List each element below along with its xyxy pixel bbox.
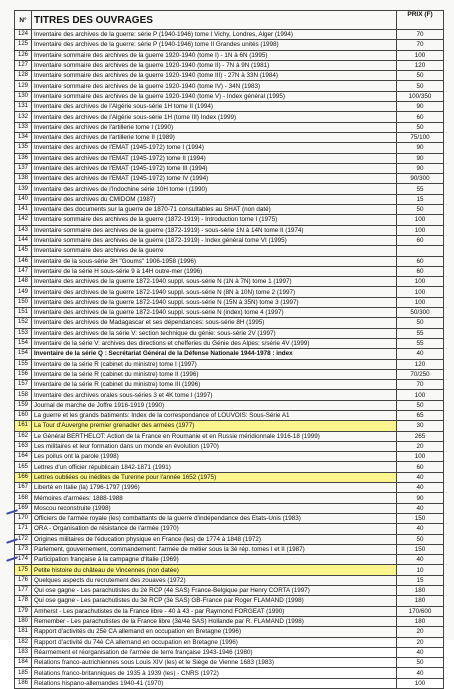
num-cell: 135 [15, 143, 32, 153]
table-row [15, 349, 444, 359]
title-cell: Inventaire des archives de l'artillerie tome II (1989) [32, 132, 397, 142]
num-cell: 132 [15, 112, 32, 122]
num-cell: 149 [15, 287, 32, 297]
num-cell: 178 [15, 596, 32, 606]
table-row [15, 40, 444, 50]
table-row [15, 184, 444, 194]
num-cell: 138 [15, 174, 32, 184]
table-row [15, 153, 444, 163]
table-row [15, 174, 444, 184]
title-cell: Le Général BERTHELOT: Action de la France en Roumanie et en Russie méridionnale 1916-18 (1999) [32, 431, 397, 441]
table-row [15, 369, 444, 379]
num-cell: 162 [15, 431, 32, 441]
title-cell: Inventaire sommaire des archives de la guerre (1872-1919) - sous-série 1N à 14N tome II (1974) [32, 225, 397, 235]
title-cell: Inventaire des archives de la guerre 1872-1940 suppl. sous-série N (15N à 35N) tome 3 (1997) [32, 297, 397, 307]
title-cell: Inventaire de la série V: archives des directions et chefferies du Génie des Alpes: s/série 4V (1999) [32, 338, 397, 348]
title-cell: Inventaire sommaire des archives de la guerre (1872-1919) - Index général tome VI (1995) [32, 235, 397, 245]
table-row [15, 534, 444, 544]
table-row [15, 102, 444, 112]
price-cell: 100 [397, 678, 444, 688]
title-cell: ORA - Organisation de résistance de l'armée (1970) [32, 524, 397, 534]
price-cell: 75/100 [397, 132, 444, 142]
price-cell: 265 [397, 431, 444, 441]
num-cell: 130 [15, 91, 32, 101]
table-row [15, 668, 444, 678]
num-cell: 129 [15, 81, 32, 91]
price-cell: 60 [397, 462, 444, 472]
num-cell: 126 [15, 50, 32, 60]
num-cell: 174 [15, 555, 32, 565]
title-cell: Inventaire sommaire des archives de la guerre 1920-1940 (tome IV) - 34N (1983) [32, 81, 397, 91]
title-cell: Inventaire des archives de l'Algérie sous-série 1H tome II (1994) [32, 102, 397, 112]
price-cell: 55 [397, 328, 444, 338]
price-cell: 180 [397, 586, 444, 596]
title-cell: Amherst - Les parachutistes de la France libre - 40 à 43 - par Raymond FORGEAT (1990) [32, 606, 397, 616]
table-row [15, 297, 444, 307]
title-cell: Inventaire des archives de l'EMAT (1945-1972) tome III (1994) [32, 163, 397, 173]
price-cell: 65 [397, 410, 444, 420]
num-cell: 159 [15, 400, 32, 410]
num-cell: 139 [15, 184, 32, 194]
num-cell: 144 [15, 235, 32, 245]
num-cell: 163 [15, 441, 32, 451]
table-row [15, 678, 444, 688]
num-cell: 166 [15, 472, 32, 482]
num-cell: 150 [15, 297, 32, 307]
title-cell: Inventaire des archives orales sous-séries 3 et 4K tome I (1997) [32, 390, 397, 400]
price-cell: 90/300 [397, 174, 444, 184]
price-cell: 90 [397, 153, 444, 163]
num-cell: 131 [15, 102, 32, 112]
table-row [15, 359, 444, 369]
title-cell: Participation française à la campagne d'Italie (1969) [32, 555, 397, 565]
num-cell: 124 [15, 30, 32, 40]
num-cell: 165 [15, 462, 32, 472]
num-cell: 154 [15, 338, 32, 348]
price-cell: 50 [397, 81, 444, 91]
num-cell: 141 [15, 205, 32, 215]
price-cell: 120 [397, 60, 444, 70]
title-cell: Qui ose gagne - Les parachutistes du 3è RCP (3è SAS) GB-France par Roger FLAMAND (1998) [32, 596, 397, 606]
title-cell: Relations hispano-allemandes 1940-41 (1970) [32, 678, 397, 688]
title-cell: Lettres d'un officier républicain 1842-1871 (1991) [32, 462, 397, 472]
title-cell: Inventaire sommaire des archives de la guerre 1920-1940 (tome V) - Index général (1995) [32, 91, 397, 101]
price-cell: 50 [397, 658, 444, 668]
title-cell: Origines militaires de l'éducation physique en France (les) de 1774 à 1848 (1972) [32, 534, 397, 544]
table-row [15, 81, 444, 91]
table-row [15, 513, 444, 523]
num-cell: 147 [15, 266, 32, 276]
table-row [15, 503, 444, 513]
title-cell: Relations franco-autrichiennes sous Louis XIV (les) et le Siège de Vienne 1683 (1983) [32, 658, 397, 668]
title-cell: Les poilus ont la parole (1998) [32, 452, 397, 462]
title-cell: Les militaires et leur formation dans un monde en évolution (1970) [32, 441, 397, 451]
num-cell: 155 [15, 359, 32, 369]
title-cell: Inventaire des archives de l'EMAT (1945-1972) tome IV (1994) [32, 174, 397, 184]
table-row [15, 524, 444, 534]
price-cell: 40 [397, 524, 444, 534]
num-cell: 143 [15, 225, 32, 235]
price-cell: 50 [397, 122, 444, 132]
table-row [15, 400, 444, 410]
table-row [15, 390, 444, 400]
title-column-header: TITRES DES OUVRAGES [32, 11, 397, 30]
num-cell: 186 [15, 678, 32, 688]
table-row [15, 318, 444, 328]
price-cell: 40 [397, 668, 444, 678]
price-cell: 30 [397, 421, 444, 431]
price-cell: 60 [397, 112, 444, 122]
table-row [15, 555, 444, 565]
price-cell: 170/600 [397, 606, 444, 616]
title-cell: Inventaire de la série H sous-série 9 à 14H outre-mer (1996) [32, 266, 397, 276]
price-cell: 70 [397, 30, 444, 40]
table-row [15, 616, 444, 626]
table-row [15, 338, 444, 348]
num-cell: 168 [15, 493, 32, 503]
table-row [15, 637, 444, 647]
table-row [15, 287, 444, 297]
title-cell: Inventaire des archives de l'EMAT (1945-1972) tome I (1994) [32, 143, 397, 153]
table-row [15, 575, 444, 585]
table-row [15, 472, 444, 482]
table-row [15, 586, 444, 596]
price-cell: 100 [397, 287, 444, 297]
price-cell: 55 [397, 184, 444, 194]
title-cell: Inventaire de la série Q : Secrétariat Général de la Défense Nationale 1944-1978 : index [32, 349, 397, 359]
table-row [15, 565, 444, 575]
num-cell: 161 [15, 421, 32, 431]
num-cell: 140 [15, 194, 32, 204]
price-cell: 70/250 [397, 369, 444, 379]
title-cell: Inventaire sommaire des archives de la guerre (1872-1919) - Introduction tome I (1975) [32, 215, 397, 225]
table-row [15, 163, 444, 173]
price-cell [397, 246, 444, 256]
price-cell: 100 [397, 225, 444, 235]
num-cell: 177 [15, 586, 32, 596]
num-cell: 142 [15, 215, 32, 225]
table-row [15, 606, 444, 616]
title-cell: Inventaire des archives de la guerre: série P (1940-1946) tome II Grandes unités (1998) [32, 40, 397, 50]
title-cell: Remember - Les parachutistes de la France libre (3è/4è SAS) Hollande par R. FLAMAND (1998) [32, 616, 397, 626]
title-cell: Inventaire des archives du CMIDOM (1987) [32, 194, 397, 204]
price-cell: 100 [397, 390, 444, 400]
price-cell: 40 [397, 472, 444, 482]
table-row [15, 143, 444, 153]
table-row [15, 441, 444, 451]
table-row [15, 421, 444, 431]
num-cell: 172 [15, 534, 32, 544]
table-row [15, 452, 444, 462]
num-cell: 180 [15, 616, 32, 626]
num-cell: 169 [15, 503, 32, 513]
price-cell: 70 [397, 40, 444, 50]
num-cell: 145 [15, 246, 32, 256]
price-cell: 10 [397, 565, 444, 575]
table-row [15, 493, 444, 503]
price-cell: 120 [397, 359, 444, 369]
title-cell: Rapport d'activités du 25è CA allemand en occupation en Bretagne (1996) [32, 627, 397, 637]
table-row [15, 60, 444, 70]
title-cell: La Tour d'Auvergne premier grenadier des armées (1977) [32, 421, 397, 431]
table-row [15, 658, 444, 668]
num-cell: 133 [15, 122, 32, 132]
table-row [15, 194, 444, 204]
title-cell: Rapport d'activité du 74è CA allemand en occupation en Bretagne (1996) [32, 637, 397, 647]
table-row [15, 246, 444, 256]
table-row [15, 91, 444, 101]
num-cell: 179 [15, 606, 32, 616]
num-cell: 184 [15, 658, 32, 668]
title-cell: Inventaire de la série R (cabinet du ministre) tome III (1996) [32, 380, 397, 390]
price-cell: 50 [397, 205, 444, 215]
price-cell: 50 [397, 400, 444, 410]
num-cell: 128 [15, 71, 32, 81]
title-cell: Journal de marche de Joffre 1916-1919 (1990) [32, 400, 397, 410]
catalog-table [14, 10, 444, 689]
num-cell: 173 [15, 544, 32, 554]
title-cell: Inventaire des archives de Madagascar et ses dépendances: sous-série 8H (1995) [32, 318, 397, 328]
num-cell: 154 [15, 349, 32, 359]
num-cell: 136 [15, 153, 32, 163]
num-cell: 181 [15, 627, 32, 637]
num-cell: 164 [15, 452, 32, 462]
title-cell: Réarmement et réorganisation de l'armée de terre française 1943-1946 (1980) [32, 647, 397, 657]
price-cell: 180 [397, 616, 444, 626]
num-cell: 175 [15, 565, 32, 575]
table-row [15, 225, 444, 235]
price-cell: 20 [397, 441, 444, 451]
table-row [15, 647, 444, 657]
price-cell: 100 [397, 452, 444, 462]
title-cell: Inventaire de la sous-série 3H "Goums" 1906-1958 (1996) [32, 256, 397, 266]
price-cell: 90 [397, 493, 444, 503]
price-cell: 100 [397, 50, 444, 60]
num-cell: 158 [15, 390, 32, 400]
price-cell: 90 [397, 143, 444, 153]
num-cell: 125 [15, 40, 32, 50]
table-row [15, 235, 444, 245]
num-cell: 146 [15, 256, 32, 266]
price-cell: 40 [397, 349, 444, 359]
title-cell: Inventaire des archives de la série V: section technique du génie: sous-série 2V (1997) [32, 328, 397, 338]
table-row [15, 50, 444, 60]
price-cell: 20 [397, 637, 444, 647]
table-row [15, 132, 444, 142]
table-row [15, 30, 444, 40]
price-column-header: PRIX (F) [397, 11, 444, 30]
price-cell: 50 [397, 534, 444, 544]
num-cell: 170 [15, 513, 32, 523]
table-row [15, 277, 444, 287]
price-cell: 180 [397, 596, 444, 606]
num-cell: 183 [15, 647, 32, 657]
price-cell: 50 [397, 318, 444, 328]
num-cell: 171 [15, 524, 32, 534]
title-cell: Petite histoire du château de Vincennes (non datée) [32, 565, 397, 575]
price-cell: 60 [397, 266, 444, 276]
price-cell: 70 [397, 380, 444, 390]
price-cell: 50 [397, 71, 444, 81]
num-cell: 134 [15, 132, 32, 142]
price-cell: 40 [397, 647, 444, 657]
num-cell: 157 [15, 380, 32, 390]
title-cell: Relations franco-britanniques de 1935 à 1939 (les) - CNRS (1972) [32, 668, 397, 678]
price-cell: 150 [397, 513, 444, 523]
title-cell: Liberté en Italie (la) 1796-1797 (1996) [32, 483, 397, 493]
title-cell: Inventaire des archives de la guerre: série P (1940-1946) tome I Vichy, Londres, Alger (1994) [32, 30, 397, 40]
table-row [15, 112, 444, 122]
price-cell: 100 [397, 297, 444, 307]
title-cell: Mémoires d'armées: 1888-1988 [32, 493, 397, 503]
price-cell: 55 [397, 338, 444, 348]
title-cell: Inventaire sommaire des archives de la guerre 1920-1940 (tome I) - 1N à 6N (1995) [32, 50, 397, 60]
title-cell: Quelques aspects du recrutement des zouaves (1972) [32, 575, 397, 585]
title-cell: Inventaire des archives de l'artillerie tome I (1990) [32, 122, 397, 132]
price-cell: 90 [397, 163, 444, 173]
price-cell: 100 [397, 215, 444, 225]
title-cell: Inventaire des archives de l'Algérie sous-série 1H (tome III) Index (1999) [32, 112, 397, 122]
table-row [15, 596, 444, 606]
title-cell: Inventaire des documents sur la guerre de 1870-71 consultables au SHAT (non daté) [32, 205, 397, 215]
num-cell: 152 [15, 318, 32, 328]
num-cell: 153 [15, 328, 32, 338]
num-cell: 167 [15, 483, 32, 493]
price-cell: 100 [397, 277, 444, 287]
title-cell: Inventaire des archives de l'EMAT (1945-1972) tome II (1994) [32, 153, 397, 163]
table-row [15, 71, 444, 81]
title-cell: Inventaire de la série R (cabinet du ministre) tome I (1997) [32, 359, 397, 369]
price-cell: 60 [397, 235, 444, 245]
title-cell: Qui ose gagne - Les parachutistes du 2è RCP (4è SAS) France-Belgique par Henry CORTA (1997) [32, 586, 397, 596]
title-cell: Moscou reconstruite (1998) [32, 503, 397, 513]
price-cell: 50/300 [397, 308, 444, 318]
price-cell: 40 [397, 503, 444, 513]
price-cell: 150 [397, 544, 444, 554]
title-cell: Inventaire sommaire des archives de la guerre 1920-1940 (tome III) - 27N à 33N (1984) [32, 71, 397, 81]
price-cell: 60 [397, 256, 444, 266]
title-cell: Inventaire des archives de la guerre 1872-1940 suppl. sous-série N (index) tome 4 (1997) [32, 308, 397, 318]
table-row [15, 483, 444, 493]
price-cell: 40 [397, 555, 444, 565]
price-cell: 20 [397, 627, 444, 637]
title-cell: Inventaire sommaire des archives de la guerre [32, 246, 397, 256]
num-cell: 160 [15, 410, 32, 420]
price-cell: 40 [397, 483, 444, 493]
num-cell: 156 [15, 369, 32, 379]
price-cell: 15 [397, 194, 444, 204]
title-cell: Officiers de l'armée royale (les) combattants de la guerre d'indépendance des Etats-Unis (1983) [32, 513, 397, 523]
title-cell: Inventaire des archives de la guerre 1872-1940 suppl. sous-série N (1N à 7N) tome 1 (1997) [32, 277, 397, 287]
title-cell: Inventaire des archives de l'Indochine série 10H tome I (1990) [32, 184, 397, 194]
table-row [15, 215, 444, 225]
price-cell: 90 [397, 102, 444, 112]
table-row [15, 380, 444, 390]
title-cell: La guerre et les grands batiments: Index de la correspondance of LOUVOIS: Sous-Série A1 [32, 410, 397, 420]
table-row [15, 308, 444, 318]
table-header [15, 11, 444, 30]
price-cell: 100/350 [397, 91, 444, 101]
table-row [15, 627, 444, 637]
num-cell: 176 [15, 575, 32, 585]
num-cell: 148 [15, 277, 32, 287]
num-column-header: N° [15, 11, 32, 30]
num-cell: 127 [15, 60, 32, 70]
table-row [15, 122, 444, 132]
num-cell: 185 [15, 668, 32, 678]
price-cell: 15 [397, 575, 444, 585]
table-row [15, 266, 444, 276]
table-row [15, 431, 444, 441]
table-row [15, 256, 444, 266]
title-cell: Inventaire de la série R (cabinet du ministre) tome II (1996) [32, 369, 397, 379]
num-cell: 137 [15, 163, 32, 173]
table-row [15, 205, 444, 215]
table-row [15, 544, 444, 554]
title-cell: Inventaire des archives de la guerre 1872-1940 suppl. sous-série N (8N à 10N) tome 2 (1997) [32, 287, 397, 297]
table-row [15, 328, 444, 338]
table-row [15, 462, 444, 472]
title-cell: Lettres oubliées ou inédites de Turenne pour l'année 1652 (1975) [32, 472, 397, 482]
title-cell: Inventaire sommaire des archives de la guerre 1920-1940 (tome II) - 7N à 9N (1981) [32, 60, 397, 70]
title-cell: Parlement, gouvernement, commandement: l'armée de métier sous la 3è rép. tomes I et II (1987) [32, 544, 397, 554]
num-cell: 182 [15, 637, 32, 647]
table-row [15, 410, 444, 420]
num-cell: 151 [15, 308, 32, 318]
